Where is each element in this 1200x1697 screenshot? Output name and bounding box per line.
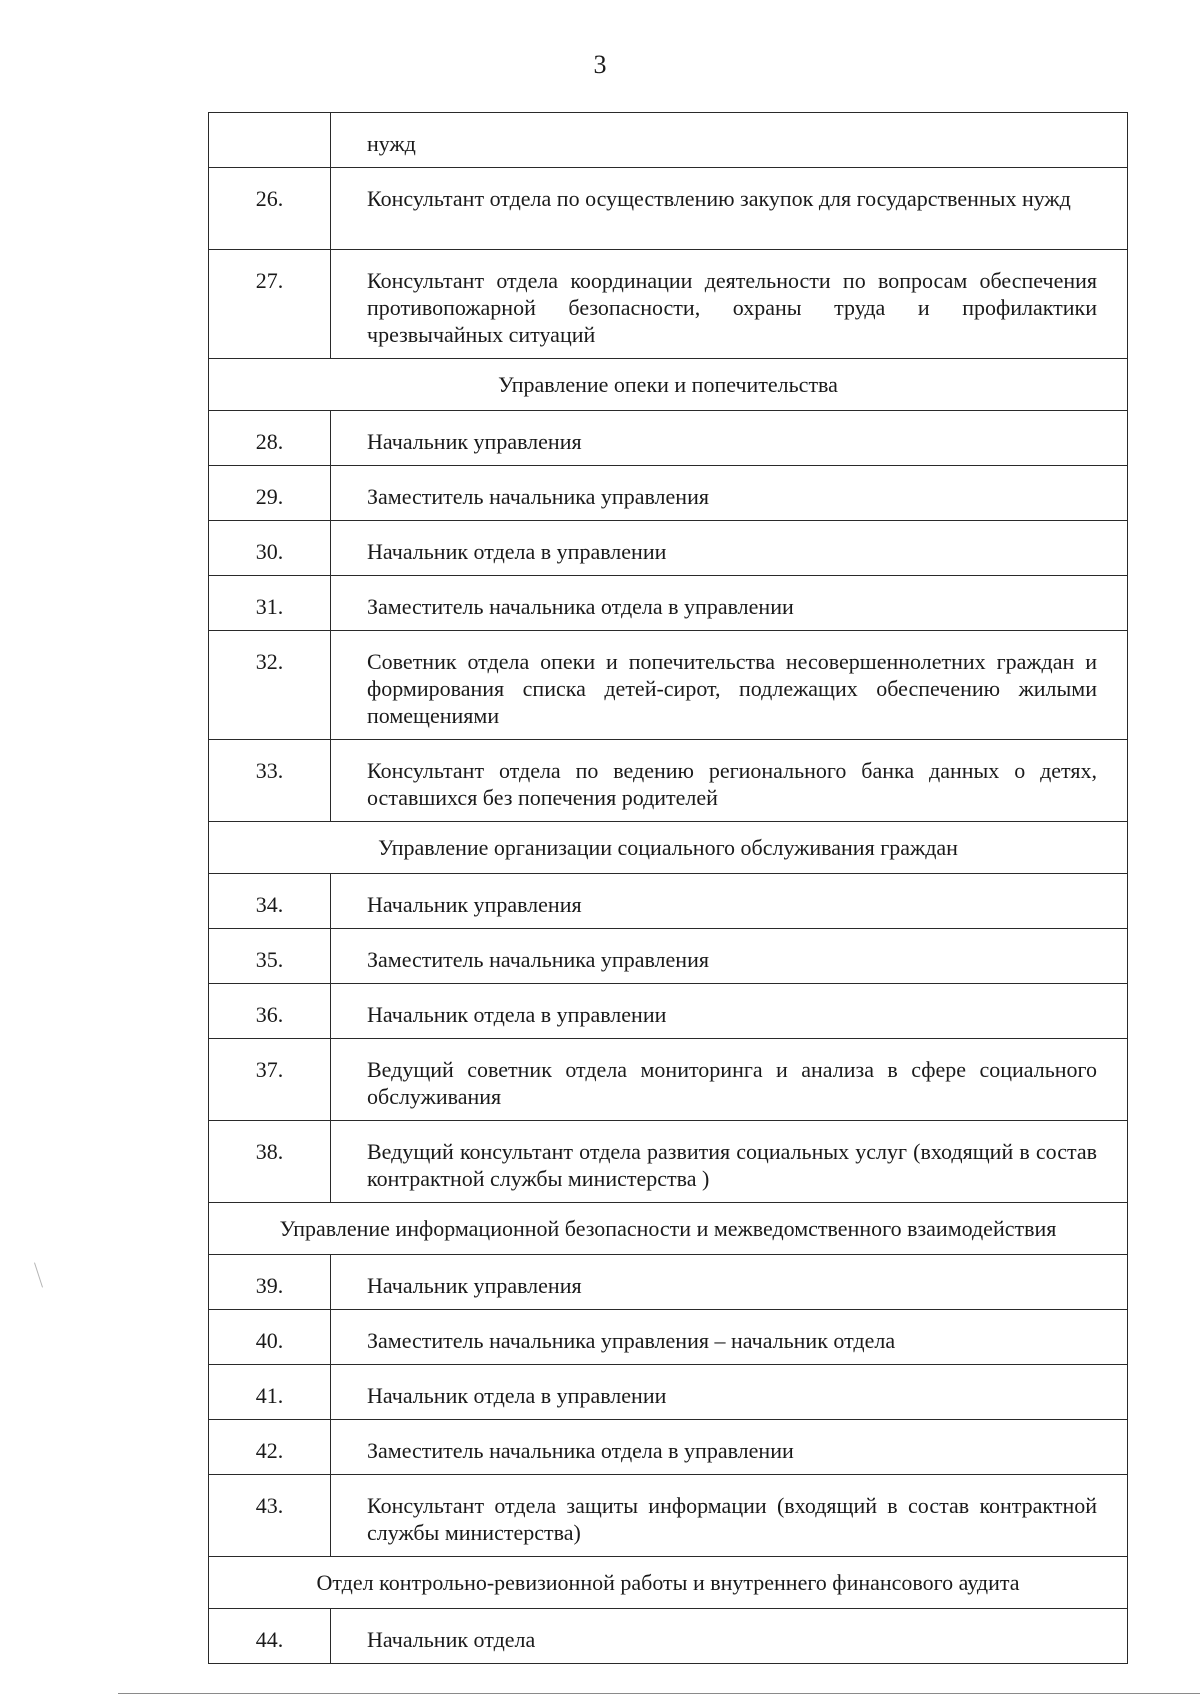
row-number: 39. [209,1255,331,1310]
row-number: 33. [209,740,331,822]
row-number: 27. [209,250,331,359]
positions-table [208,112,1128,1664]
position-title: Консультант отдела координации деятельности по вопросам обеспечения противопожарной безопасности, охраны труда и профилактики чрезвычайных ситуаций [331,250,1128,359]
position-title: Консультант отдела защиты информации (входящий в состав контрактной службы министерства) [331,1475,1128,1557]
section-title: Управление опеки и попечительства [209,359,1128,411]
row-number: 44. [209,1609,331,1664]
table-row [209,576,1128,631]
position-title: нужд [331,113,1128,168]
position-title: Консультант отдела по ведению регионального банка данных о детях, оставшихся без попечения родителей [331,740,1128,822]
section-header-row [209,1557,1128,1609]
row-number: 31. [209,576,331,631]
row-number: 41. [209,1365,331,1420]
table-row [209,411,1128,466]
row-number: 26. [209,168,331,250]
row-number [209,113,331,168]
row-number: 30. [209,521,331,576]
table-row [209,521,1128,576]
page-number: 3 [593,50,607,79]
section-header-row [209,359,1128,411]
position-title: Ведущий советник отдела мониторинга и анализа в сфере социального обслуживания [331,1039,1128,1121]
position-title: Ведущий консультант отдела развития социальных услуг (входящий в состав контрактной службы министерства ) [331,1121,1128,1203]
table-row [209,168,1128,250]
position-title: Начальник управления [331,1255,1128,1310]
scan-bottom-edge [118,1693,1200,1694]
position-title: Заместитель начальника управления – начальник отдела [331,1310,1128,1365]
position-title: Заместитель начальника отдела в управлении [331,576,1128,631]
row-number: 35. [209,929,331,984]
table-row [209,1039,1128,1121]
position-title: Начальник отдела [331,1609,1128,1664]
row-number: 28. [209,411,331,466]
scan-margin-mark [34,1262,43,1287]
position-title: Начальник управления [331,874,1128,929]
table-row [209,631,1128,740]
table-row [209,874,1128,929]
table-row [209,1609,1128,1664]
table-row [209,984,1128,1039]
table-row [209,1475,1128,1557]
table-row [209,1310,1128,1365]
table-row [209,1420,1128,1475]
section-title: Отдел контрольно-ревизионной работы и внутреннего финансового аудита [209,1557,1128,1609]
table-row [209,1121,1128,1203]
position-title: Начальник отдела в управлении [331,521,1128,576]
row-number: 42. [209,1420,331,1475]
table-row [209,466,1128,521]
table-row [209,740,1128,822]
position-title: Начальник отдела в управлении [331,1365,1128,1420]
table-row [209,113,1128,168]
table-row [209,929,1128,984]
row-number: 43. [209,1475,331,1557]
table-row [209,1255,1128,1310]
table-row [209,250,1128,359]
row-number: 38. [209,1121,331,1203]
position-title: Заместитель начальника отдела в управлении [331,1420,1128,1475]
table-row [209,1365,1128,1420]
position-title: Консультант отдела по осуществлению закупок для государственных нужд [331,168,1128,250]
position-title: Заместитель начальника управления [331,929,1128,984]
row-number: 29. [209,466,331,521]
position-title: Начальник отдела в управлении [331,984,1128,1039]
row-number: 37. [209,1039,331,1121]
section-header-row [209,1203,1128,1255]
row-number: 34. [209,874,331,929]
section-title: Управление организации социального обслуживания граждан [209,822,1128,874]
section-title: Управление информационной безопасности и межведомственного взаимодействия [209,1203,1128,1255]
row-number: 32. [209,631,331,740]
row-number: 36. [209,984,331,1039]
row-number: 40. [209,1310,331,1365]
position-title: Заместитель начальника управления [331,466,1128,521]
section-header-row [209,822,1128,874]
position-title: Начальник управления [331,411,1128,466]
position-title: Советник отдела опеки и попечительства несовершеннолетних граждан и формирования списка детей-сирот, подлежащих обеспечению жилыми помещениями [331,631,1128,740]
